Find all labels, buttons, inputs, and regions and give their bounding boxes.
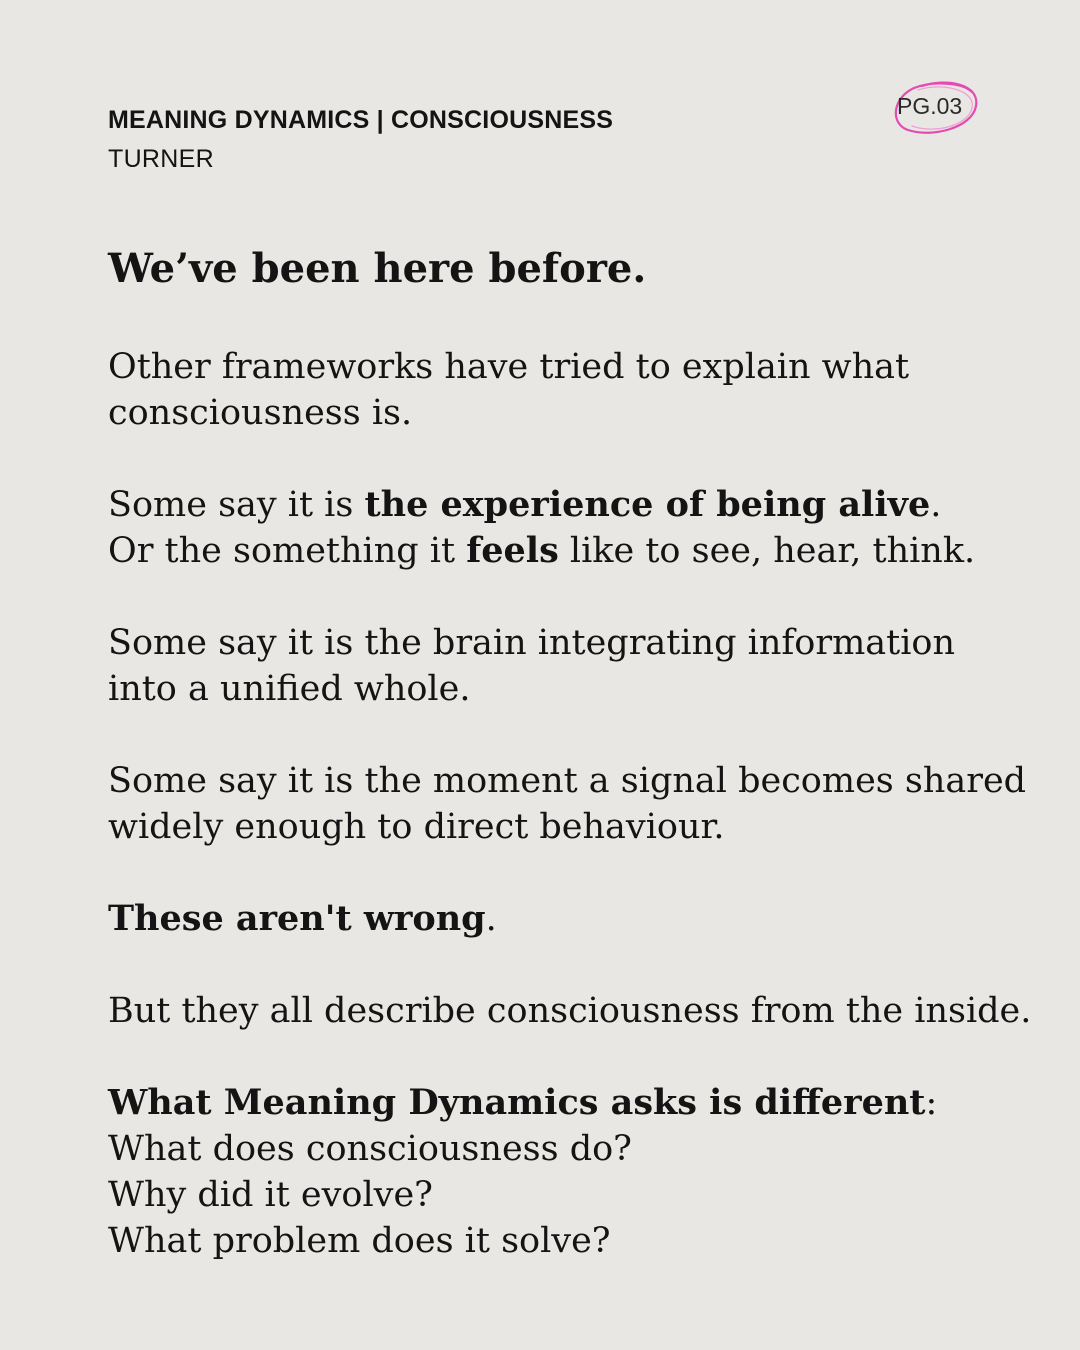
- author-name: TURNER: [108, 145, 214, 173]
- paragraph-integration: [108, 620, 1008, 712]
- emphasis-text: What Meaning Dynamics asks is different: [108, 1082, 926, 1123]
- text-fragment: Or the something it: [108, 531, 467, 571]
- paragraph-questions: [108, 1080, 1008, 1264]
- emphasis-text: the experience of being alive: [364, 484, 931, 525]
- text-fragment: .: [930, 485, 942, 525]
- text-line: [108, 1080, 1008, 1126]
- text-fragment: like to see, hear, think.: [558, 531, 976, 571]
- text-line: [108, 482, 1008, 528]
- text-line: Other frameworks have tried to explain what: [108, 347, 910, 387]
- paragraph-intro: [108, 344, 1008, 436]
- text-fragment: :: [925, 1083, 938, 1123]
- paragraph-experience: [108, 482, 1008, 574]
- paragraph-inside: [108, 988, 1032, 1034]
- paragraph-not-wrong: [108, 896, 1008, 942]
- text-line: But they all describe consciousness from the inside.: [108, 991, 1032, 1031]
- text-line: [108, 896, 1008, 942]
- question-line: Why did it evolve?: [108, 1175, 433, 1215]
- headline: We’ve been here before.: [108, 245, 647, 292]
- paragraph-signal: [108, 758, 1027, 850]
- text-fragment: .: [485, 899, 497, 939]
- question-line: What problem does it solve?: [108, 1221, 611, 1261]
- series-title: MEANING DYNAMICS | CONSCIOUSNESS: [108, 106, 614, 134]
- text-line: Some say it is the brain integrating information: [108, 623, 956, 663]
- page-number-badge: [892, 78, 982, 138]
- question-line: What does consciousness do?: [108, 1129, 632, 1169]
- emphasis-text: These aren't wrong: [108, 898, 486, 939]
- text-line: consciousness is.: [108, 393, 413, 433]
- text-line: into a unified whole.: [108, 669, 471, 709]
- page-number: PG.03: [897, 93, 963, 119]
- text-line: Some say it is the moment a signal becomes shared: [108, 761, 1027, 801]
- article-body: [108, 240, 1032, 1310]
- text-line: [108, 528, 1008, 574]
- text-line: widely enough to direct behaviour.: [108, 807, 725, 847]
- text-fragment: Some say it is: [108, 485, 365, 525]
- emphasis-text: feels: [466, 530, 559, 571]
